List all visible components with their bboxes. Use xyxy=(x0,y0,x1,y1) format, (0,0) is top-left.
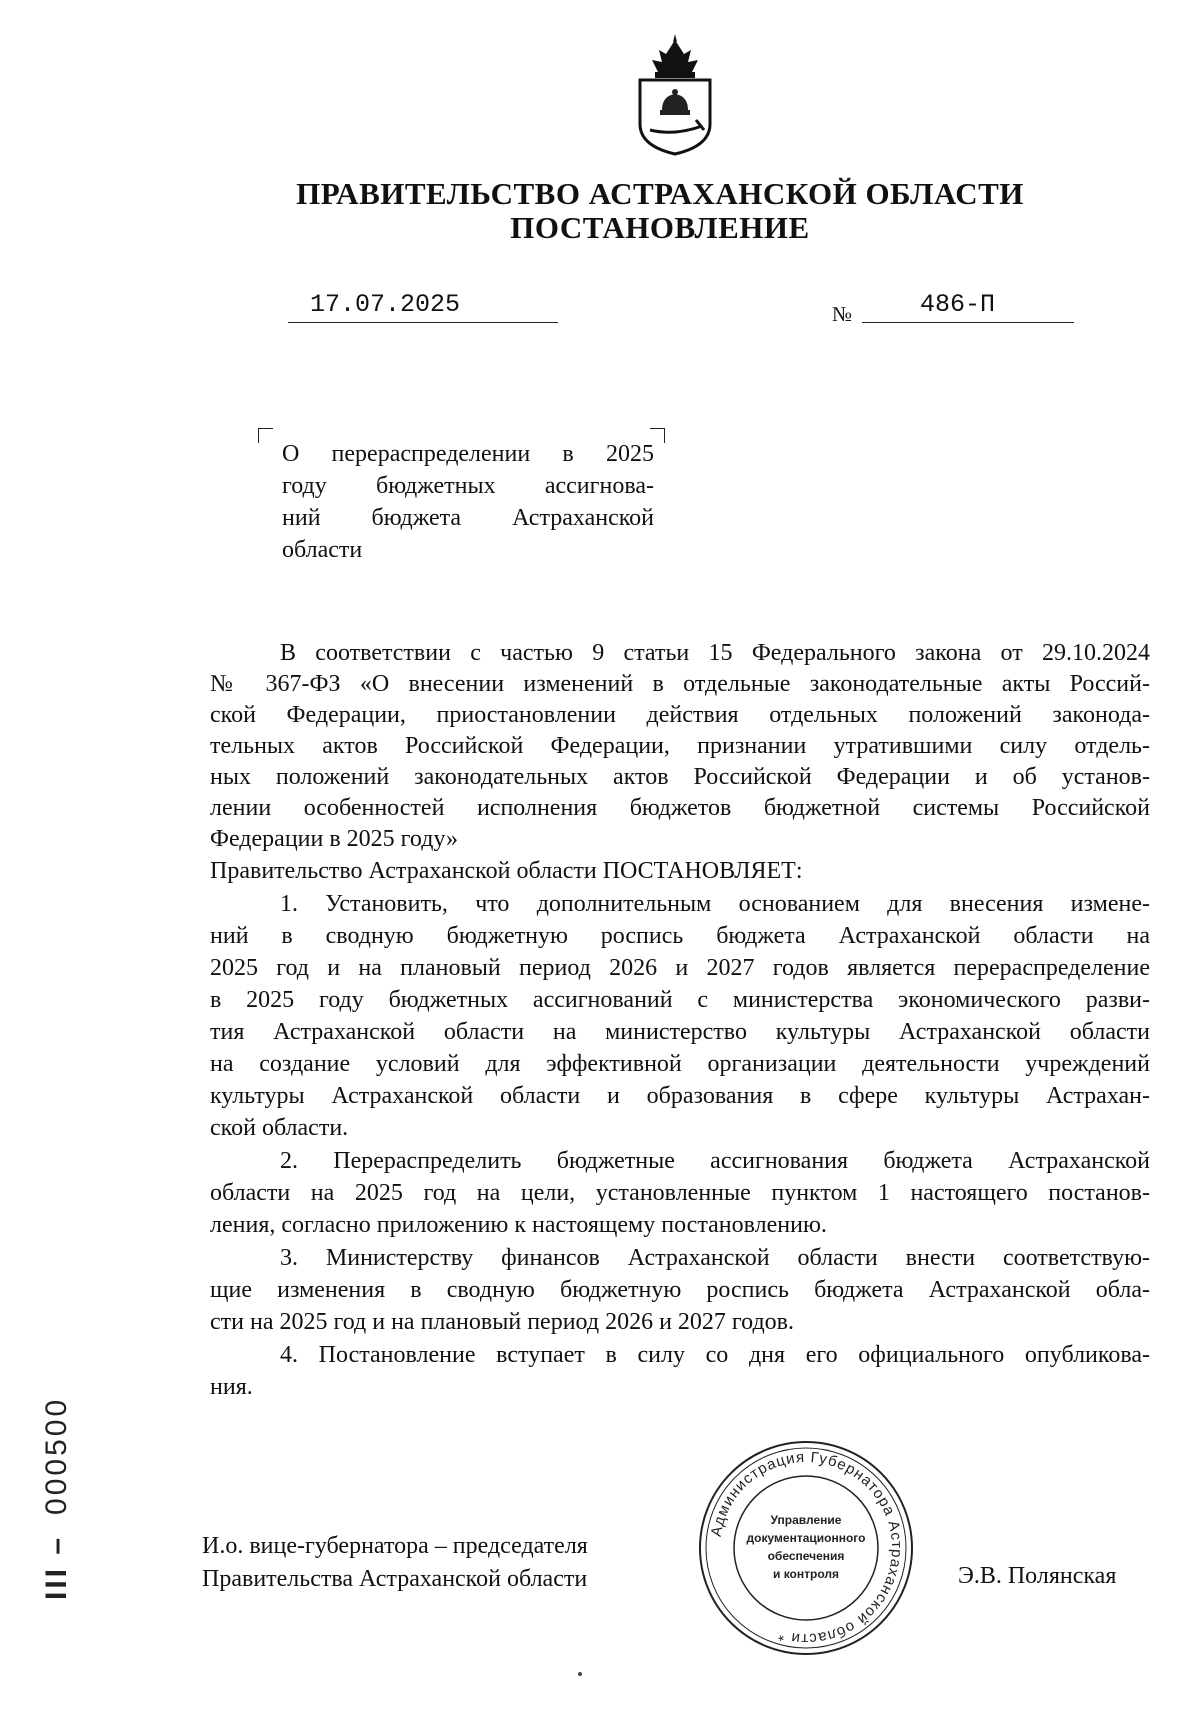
body-line: ской Федерации, приостановлении действия отдельных положений законода- xyxy=(210,702,1150,728)
number-sign: № xyxy=(832,302,853,326)
government-name: ПРАВИТЕЛЬСТВО АСТРАХАНСКОЙ ОБЛАСТИ xyxy=(296,176,1024,211)
body-line: ния. xyxy=(210,1374,253,1400)
registration-mark xyxy=(40,1397,74,1600)
body-line: 2. Перераспределить бюджетные ассигнования бюджета Астраханской xyxy=(280,1148,1150,1174)
body-line: 4. Постановление вступает в силу со дня его официального опубликова- xyxy=(280,1342,1150,1368)
body-line: на создание условий для эффективной организации деятельности учреждений xyxy=(210,1051,1150,1077)
subject-corner-left xyxy=(258,428,273,443)
subject-line: ний бюджета Астраханской xyxy=(282,505,654,531)
document-date: 17.07.2025 xyxy=(310,290,461,319)
body-line: ления, согласно приложению к настоящему постановлению. xyxy=(210,1212,827,1238)
body-line: В соответствии с частью 9 статьи 15 Федерального закона от 29.10.2024 xyxy=(280,640,1150,666)
subject-line: области xyxy=(282,537,363,563)
registration-number: 000500 xyxy=(40,1396,73,1515)
svg-text:Администрация Губернатора Астр: Администрация Губернатора Астраханской области * xyxy=(707,1448,906,1648)
official-seal xyxy=(696,1438,916,1658)
body-line: ской области. xyxy=(210,1115,349,1141)
body-line: Правительство Астраханской области ПОСТАНОВЛЯЕТ: xyxy=(210,858,803,884)
body-line: в 2025 году бюджетных ассигнований с министерства экономического разви- xyxy=(210,987,1150,1013)
document-type: ПОСТАНОВЛЕНИЕ xyxy=(510,210,810,245)
date-field xyxy=(288,290,558,323)
body-line: тия Астраханской области на министерство культуры Астраханской области xyxy=(210,1019,1150,1045)
svg-text:и контроля: и контроля xyxy=(773,1567,839,1581)
svg-text:документационного: документационного xyxy=(746,1531,866,1545)
subject-line: году бюджетных ассигнова- xyxy=(282,473,654,499)
scan-dot xyxy=(578,1672,582,1676)
body-line: ных положений законодательных актов Российской Федерации и об установ- xyxy=(210,764,1150,790)
subject-line: О перераспределении в 2025 xyxy=(282,441,654,467)
coat-of-arms-icon xyxy=(628,32,722,156)
document-number: 486-П xyxy=(920,290,996,319)
body-line: щие изменения в сводную бюджетную роспись бюджета Астраханской обла- xyxy=(210,1277,1150,1303)
body-line: № 367-ФЗ «О внесении изменений в отдельные законодательные акты Россий- xyxy=(210,671,1150,697)
body-line: ний в сводную бюджетную роспись бюджета Астраханской области на xyxy=(210,923,1150,949)
signer-title-line2: Правительства Астраханской области xyxy=(202,1566,588,1592)
body-line: 1. Установить, что дополнительным основанием для внесения измене- xyxy=(280,891,1150,917)
body-line: культуры Астраханской области и образования в сфере культуры Астрахан- xyxy=(210,1083,1150,1109)
body-line: лении особенностей исполнения бюджетов бюджетной системы Российской xyxy=(210,795,1150,821)
number-field xyxy=(862,290,1074,323)
body-line: области на 2025 год на цели, установленные пунктом 1 настоящего постанов- xyxy=(210,1180,1150,1206)
body-line: 3. Министерству финансов Астраханской области внести соответствую- xyxy=(280,1245,1150,1271)
body-line: сти на 2025 год и на плановый период 2026 и 2027 годов. xyxy=(210,1309,795,1335)
body-line: тельных актов Российской Федерации, признании утратившими силу отдель- xyxy=(210,733,1150,759)
registration-prefix: III – xyxy=(40,1534,73,1600)
body-line: 2025 год и на плановый период 2026 и 2027 годов является перераспределение xyxy=(210,955,1150,981)
svg-text:обеспечения: обеспечения xyxy=(767,1549,845,1563)
signer-name: Э.В. Полянская xyxy=(958,1563,1117,1589)
svg-text:Управление: Управление xyxy=(770,1513,842,1527)
body-line: Федерации в 2025 году» xyxy=(210,826,459,852)
signer-title-line1: И.о. вице-губернатора – председателя xyxy=(202,1533,588,1559)
